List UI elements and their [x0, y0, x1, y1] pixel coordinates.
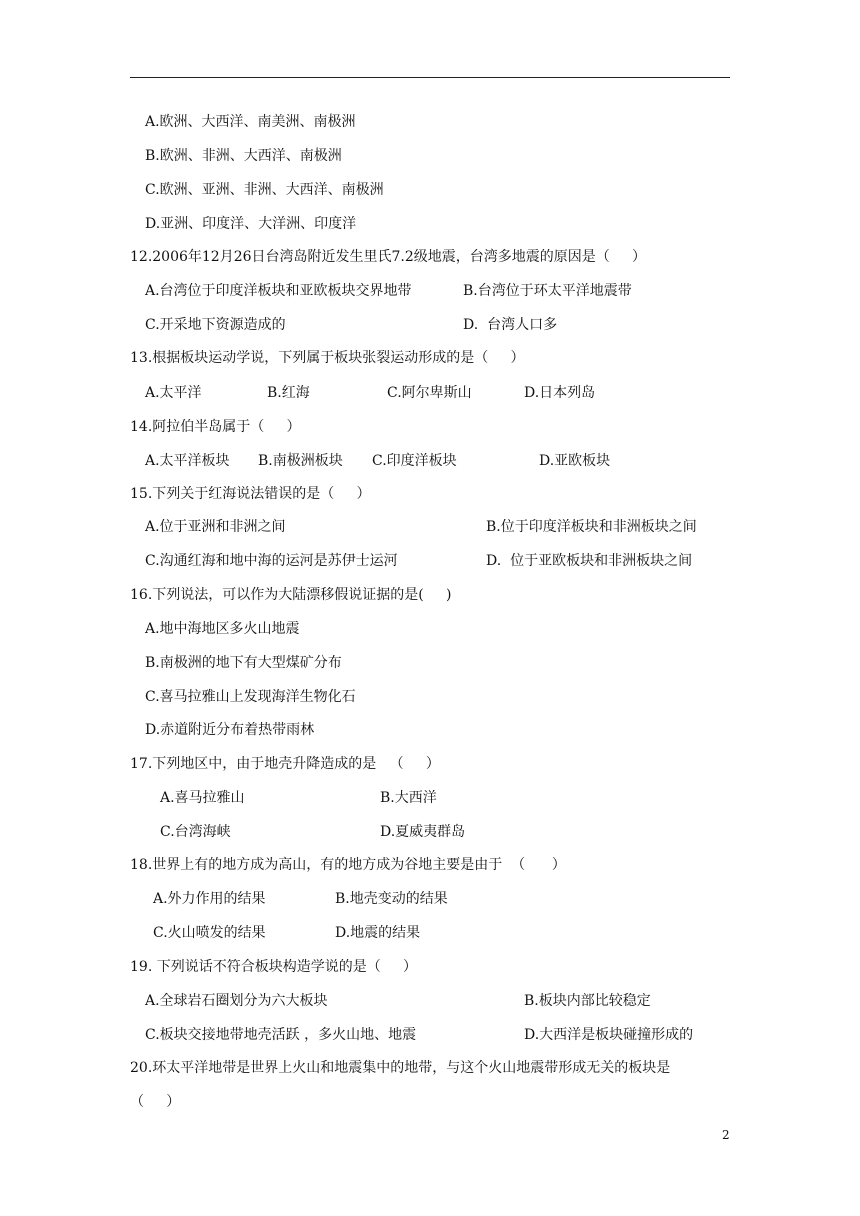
- page-number: 2: [722, 1128, 730, 1142]
- q16-option-c: C.喜马拉雅山上发现海洋生物化石: [145, 689, 356, 705]
- q18-option-a: A.外力作用的结果: [153, 891, 266, 907]
- q18-option-c: C.火山喷发的结果: [153, 925, 266, 941]
- q15-option-a: A.位于亚洲和非洲之间: [145, 519, 286, 535]
- q18-stem: 18.世界上有的地方成为高山，有的地方成为谷地主要是由于 （ ）: [130, 857, 566, 873]
- q17-option-b: B.大西洋: [380, 790, 437, 806]
- q11-option-a: A.欧洲、大西洋、南美洲、南极洲: [145, 114, 356, 130]
- q12-option-b: B.台湾位于环太平洋地震带: [463, 283, 632, 299]
- q12-option-a: A.台湾位于印度洋板块和亚欧板块交界地带: [145, 283, 412, 299]
- q13-option-a: A.太平洋: [145, 385, 202, 401]
- q14-option-c: C.印度洋板块: [372, 453, 457, 469]
- q13-option-b: B.红海: [267, 385, 310, 401]
- q17-option-d: D.夏威夷群岛: [380, 824, 466, 840]
- q14-option-d: D.亚欧板块: [539, 453, 611, 469]
- header-rule: [130, 77, 730, 78]
- q19-option-c: C.板块交接地带地壳活跃 ，多火山地、地震: [145, 1027, 417, 1043]
- q11-option-d: D.亚洲、印度洋、大洋洲、印度洋: [145, 216, 357, 232]
- q16-option-a: A.地中海地区多火山地震: [145, 621, 300, 637]
- q19-option-b: B.板块内部比较稳定: [524, 993, 651, 1009]
- q14-option-a: A.太平洋板块: [145, 453, 230, 469]
- q11-option-c: C.欧洲、亚洲、非洲、大西洋、南极洲: [145, 182, 384, 198]
- q14-stem: 14.阿拉伯半岛属于（ ）: [130, 419, 301, 435]
- q14-option-b: B.南极洲板块: [258, 453, 343, 469]
- q13-option-d: D.日本列岛: [524, 385, 596, 401]
- q11-option-b: B.欧洲、非洲、大西洋、南极洲: [145, 148, 342, 164]
- q15-stem: 15.下列关于红海说法错误的是（ ）: [130, 486, 371, 502]
- q12-option-c: C.开采地下资源造成的: [145, 317, 286, 333]
- q12-stem: 12.2006年12月26日台湾岛附近发生里氏7.2级地震，台湾多地震的原因是（ ）: [130, 249, 647, 265]
- q20-stem-line1: 20.环太平洋地带是世界上火山和地震集中的地带，与这个火山地震带形成无关的板块是: [130, 1060, 671, 1076]
- q17-option-a: A.喜马拉雅山: [160, 790, 245, 806]
- q19-stem: 19. 下列说话不符合板块构造学说的是（ ）: [130, 959, 417, 975]
- q13-stem: 13.根据板块运动学说，下列属于板块张裂运动形成的是（ ）: [130, 350, 525, 366]
- q18-option-d: D.地震的结果: [335, 925, 421, 941]
- q19-option-a: A.全球岩石圈划分为六大板块: [145, 993, 328, 1009]
- q17-stem: 17.下列地区中，由于地壳升降造成的是 （ ）: [130, 756, 440, 772]
- q18-option-b: B.地壳变动的结果: [335, 891, 448, 907]
- q19-option-d: D.大西洋是板块碰撞形成的: [524, 1027, 694, 1043]
- q16-option-d: D.赤道附近分布着热带雨林: [145, 722, 315, 738]
- q15-option-d: D. 位于亚欧板块和非洲板块之间: [486, 553, 693, 569]
- q13-option-c: C.阿尔卑斯山: [387, 385, 472, 401]
- q16-stem: 16.下列说法，可以作为大陆漂移假说证据的是( ): [130, 587, 452, 603]
- q16-option-b: B.南极洲的地下有大型煤矿分布: [145, 655, 342, 671]
- q20-stem-line2: （ ）: [130, 1094, 181, 1110]
- q15-option-b: B.位于印度洋板块和非洲板块之间: [486, 519, 697, 535]
- q12-option-d: D. 台湾人口多: [463, 317, 558, 333]
- q17-option-c: C.台湾海峡: [160, 824, 231, 840]
- q15-option-c: C.沟通红海和地中海的运河是苏伊士运河: [145, 553, 398, 569]
